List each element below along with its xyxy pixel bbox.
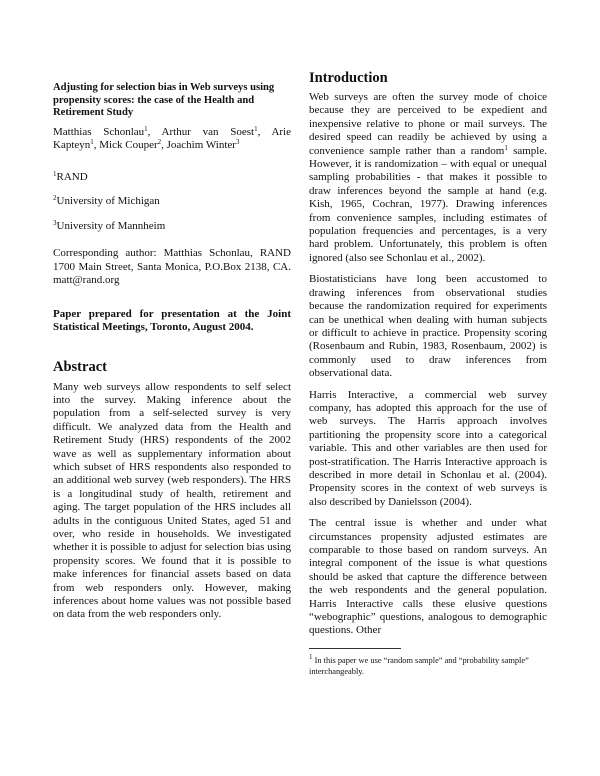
right-column: [309, 70, 547, 677]
introduction-heading: Introduction: [309, 70, 388, 86]
affiliation-3: $^3$University of Mannheim: [53, 218, 166, 232]
footnote: $^1$ In this paper we use “random sample” and “probability sample” interchangeably.: [309, 652, 529, 676]
presentation-note: Paper prepared for presentation at the Joint Statistical Meetings, Toronto, August 2004.: [53, 307, 291, 333]
author-3: Arie Kapteyn$^1$,: [53, 125, 291, 151]
author-1: Matthias Schonlau$^1$,: [53, 124, 162, 138]
affiliation-2: $^2$University of Michigan: [53, 194, 160, 207]
abstract-heading: Abstract: [53, 358, 107, 375]
affiliation-1: $^1$RAND: [53, 169, 88, 183]
footnote-marker: 1: [504, 143, 508, 152]
intro-paragraph-2: Biostatisticians have long been accustomed to drawing inferences from observational studies because the randomization required for experiments can be unethical when dealing with human subjects or difficult to achieve in practice. Propensity scoring (Rosenbaum and Rubin, 1983, Rosenbaum, 2002) is commonly used to draw inferences from observational data.: [309, 273, 547, 380]
author-list: [53, 126, 291, 153]
affiliations: [53, 171, 291, 234]
corresponding-author: Corresponding author: Matthias Schonlau, RAND 1700 Main Street, Santa Monica, P.O.Box 2138, CA. matt@rand.org: [53, 247, 291, 286]
abstract-text: Many web surveys allow respondents to self select into the survey. Making inference about the population from a self-selected survey is very difficult. We analyzed data from the Health and Retirement Study (HRS) respondents of the 2002 wave as well as supplementary information about which subset of HRS respondents also responded to an additional web survey (web responders). The HRS is a longitudinal study of health, retirement and aging. The target population of the HRS includes all adults in the contiguous United States, aged 51 and over, who reside in households. We investigated whether it is possible to adjust for selection bias using propensity scores. We found that it is possible to make inferences for financial assets based on data from web responders only. However, making inferences about home values was not possible based on data from the web responders only.: [53, 380, 291, 621]
left-column: [53, 70, 291, 630]
footnote-divider: [309, 648, 401, 649]
author-2: Arthur van Soest$^1$,: [161, 124, 272, 138]
intro-paragraph-4: The central issue is whether and under what circumstances propensity adjusted estimates are comparable to those based on random surveys. An integral component of the issue is what questions should be asked that capture the difference between the web respondents and the general population. Harris Interactive calls these elusive questions “webographic” questions, analogous to demographic questions. Other: [309, 517, 547, 637]
paper-title: Adjusting for selection bias in Web surveys using propensity scores: the case of the Health and Retirement Study: [53, 82, 275, 118]
intro-paragraph-3: Harris Interactive, a commercial web survey company, has adopted this approach for the use of web surveys. The Harris approach involves partitioning the propensity score into a categorical variable. This and other variables are then used for post-stratification. The Harris Interactive approach is described in more detail in Schonlau et al. (2004). Propensity scores in the context of web surveys is also described by Danielsson (2004).: [309, 388, 547, 508]
author-4: Mick Couper$^2$,: [99, 138, 167, 151]
intro-paragraph-1: Web surveys are often the survey mode of choice because they are perceived to be expedient and inexpensive relative to phone or mail surveys. The desired speed can readily be achieved by using a convenience sample rather than a random$^1$ sample. However, it is randomization – with equal or unequal sampling probabilities - that makes it possible to draw inferences beyond the sample at hand (e.g. Kish, 1965, Cochran, 1977). Drawing inferences from convenience samples, including estimates of population frequencies and percentages, is a very hard problem. Unfortunately, this problem is often ignored (also see Schonlau et al., 2002).: [309, 91, 547, 264]
author-5: Joachim Winter$^3$: [166, 138, 240, 151]
